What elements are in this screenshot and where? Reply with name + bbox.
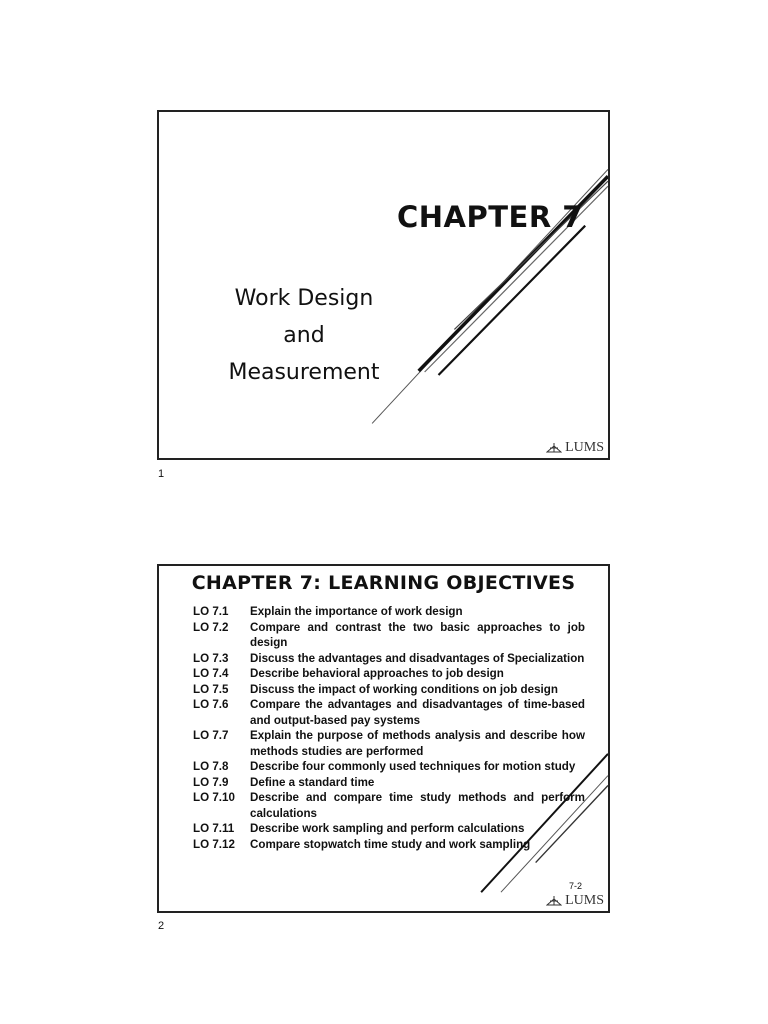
objective-code: LO 7.12 [193,837,235,851]
objective-text: Discuss the impact of working conditions on job design [250,682,558,696]
objective-code: LO 7.1 [193,605,229,618]
objective-item [193,697,585,728]
objective-item [193,775,585,791]
objective-item [193,620,585,651]
objective-text: Describe behavioral approaches to job design [250,667,504,680]
objective-code: LO 7.2 [193,620,229,634]
objective-text: Compare stopwatch time study and work sampling [250,837,531,851]
objective-text: Describe four commonly used techniques for motion study [250,760,576,773]
objective-code: LO 7.11 [193,822,235,835]
objectives-slide [157,564,610,913]
objective-text: Compare the advantages and disadvantages of time-based and output-based pay systems [250,698,585,727]
objective-code: LO 7.6 [193,698,229,711]
objective-item [193,728,585,759]
objective-text: Describe work sampling and perform calculations [250,822,525,835]
objective-text: Discuss the advantages and disadvantages of Specialization [250,651,585,665]
chapter-subtitle [199,280,409,391]
lums-logo [546,440,604,456]
objective-text: Define a standard time [250,775,375,789]
logo-text: LUMS [565,893,604,908]
lums-emblem-icon [546,442,562,454]
objective-code: LO 7.8 [193,760,229,773]
chapter-title: CHAPTER 7 [397,200,583,234]
logo-text: LUMS [565,440,604,455]
lums-logo [546,893,604,909]
title-slide [157,110,610,460]
subtitle-line: Measurement [228,360,380,385]
objective-code: LO 7.5 [193,682,229,696]
page-number: 2 [158,920,165,932]
objective-code: LO 7.3 [193,651,229,665]
lums-emblem-icon [546,895,562,907]
objective-item [193,790,585,821]
objective-item [193,837,585,853]
objective-item [193,666,585,682]
objective-item [193,651,585,667]
objective-item [193,682,585,698]
subtitle-line: and [283,323,325,348]
objective-item [193,759,585,775]
learning-objectives-list [193,604,585,852]
objective-text: Compare and contrast the two basic approaches to job design [250,620,585,649]
subtitle-line: Work Design [234,286,374,311]
objective-code: LO 7.4 [193,667,229,680]
objective-item [193,821,585,837]
objective-text: Explain the importance of work design [250,605,463,618]
objective-code: LO 7.9 [193,775,229,789]
objective-text: Explain the purpose of methods analysis and describe how methods studies are performed [250,729,585,758]
objective-code: LO 7.10 [193,791,235,804]
objective-item [193,604,585,620]
slide-title: CHAPTER 7: LEARNING OBJECTIVES [191,572,576,594]
page-number: 1 [158,468,165,480]
objective-text: Describe and compare time study methods and perform calculations [250,791,585,820]
objective-code: LO 7.7 [193,729,229,742]
slide-number: 7-2 [568,881,582,891]
